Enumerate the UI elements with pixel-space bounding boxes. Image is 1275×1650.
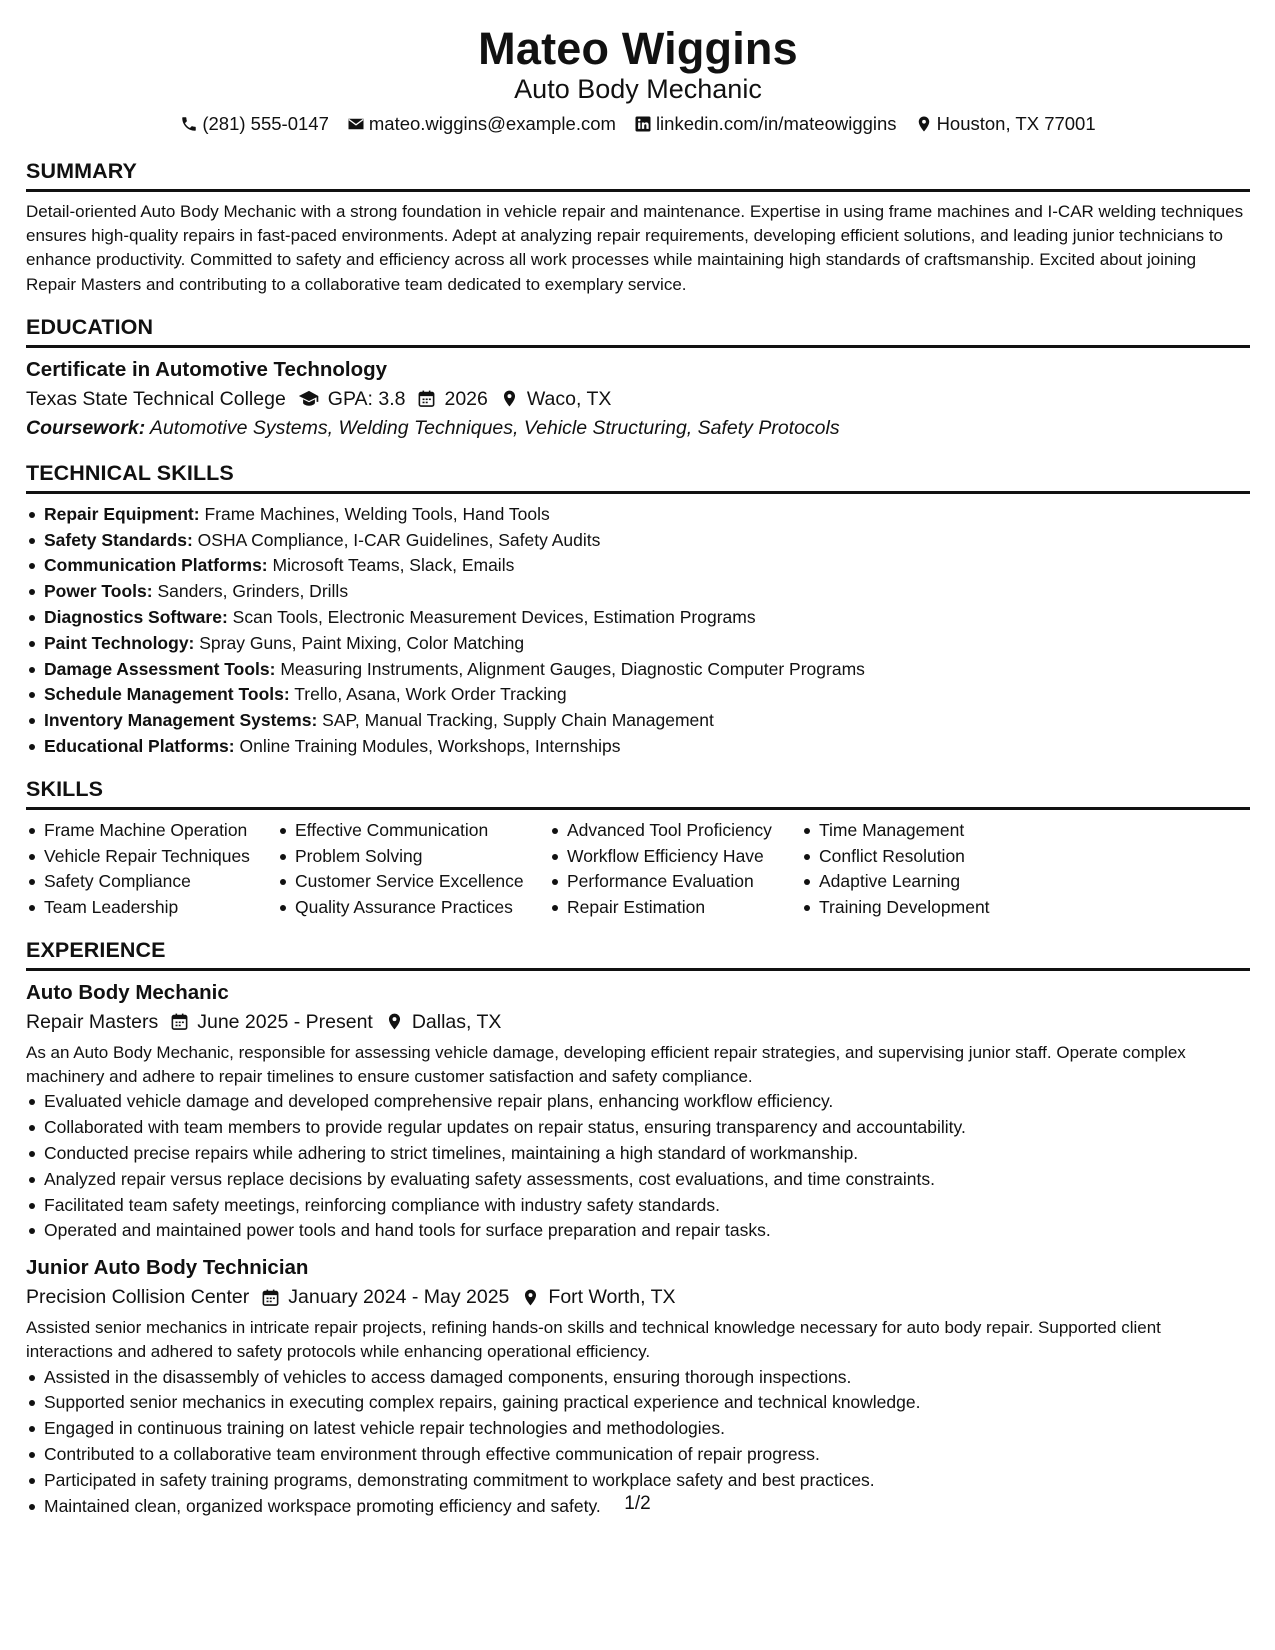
list-item: Customer Service Excellence <box>277 869 549 895</box>
list-item: Vehicle Repair Techniques <box>26 844 277 870</box>
skills-column <box>26 818 277 921</box>
resume-header <box>26 22 1250 136</box>
graduation-cap-icon <box>298 389 320 408</box>
skill-category: Diagnostics Software: <box>44 607 228 627</box>
list-item: Team Leadership <box>26 895 277 921</box>
skills-section <box>26 776 1250 921</box>
list-item: Collaborated with team members to provide regular updates on repair status, ensuring transparency and accountability. <box>26 1115 1250 1141</box>
list-item: Facilitated team safety meetings, reinforcing compliance with industry safety standards. <box>26 1193 1250 1219</box>
skills-column <box>549 818 801 921</box>
contact-phone <box>180 112 329 136</box>
skill-category: Safety Standards: <box>44 529 193 550</box>
list-item: Effective Communication <box>277 818 549 844</box>
list-item: Frame Machine Operation <box>26 818 277 844</box>
education-meta <box>26 384 1250 414</box>
experience-section <box>26 937 1250 1519</box>
list-item: Evaluated vehicle damage and developed comprehensive repair plans, enhancing workflow efficiency. <box>26 1089 1250 1115</box>
envelope-icon <box>347 115 365 133</box>
phone-text: (281) 555-0147 <box>202 113 329 134</box>
coursework-label: Coursework: <box>26 416 146 439</box>
contact-location <box>915 112 1096 136</box>
job-dates: January 2024 - May 2025 <box>288 1286 510 1309</box>
contact-email[interactable] <box>347 112 616 136</box>
skill-values: Scan Tools, Electronic Measurement Devices, Estimation Programs <box>232 607 756 627</box>
contact-linkedin[interactable] <box>634 112 897 136</box>
list-item: Safety Compliance <box>26 869 277 895</box>
skill-category: Communication Platforms: <box>44 555 268 576</box>
skills-column <box>277 818 549 921</box>
summary-text: Detail-oriented Auto Body Mechanic with a strong foundation in vehicle repair and maintenance. Expertise in using frame machines and I-CAR welding techniques ensures high-quality repairs in fast-paced environments. Adept at analyzing repair requirements, developing efficient solutions, and leading junior technicians to enhance productivity. Committed to safety and efficiency across all work processes while maintaining high standards of craftsmanship. Excited about joining Repair Masters and contributing to a collaborative team dedicated to exemplary service. <box>26 202 1244 294</box>
section-heading: TECHNICAL SKILLS <box>26 460 1250 494</box>
company-name: Repair Masters <box>26 1010 159 1033</box>
skill-category: Schedule Management Tools: <box>44 684 290 705</box>
list-item: Advanced Tool Proficiency <box>549 818 801 844</box>
skill-values: Spray Guns, Paint Mixing, Color Matching <box>199 632 525 653</box>
section-heading: EXPERIENCE <box>26 937 1250 971</box>
resume-page <box>26 22 1250 1519</box>
coursework-text: Automotive Systems, Welding Techniques, Vehicle Structuring, Safety Protocols <box>149 416 840 439</box>
list-item: Maintained clean, organized workspace promoting efficiency and safety. <box>26 1494 1250 1520</box>
section-heading: SUMMARY <box>26 158 1250 192</box>
skill-values: Trello, Asana, Work Order Tracking <box>294 684 567 705</box>
list-item: Time Management <box>801 818 1061 844</box>
job-summary: Assisted senior mechanics in intricate repair projects, refining hands-on skills and technical knowledge necessary for auto body repair. Supported client interactions and adhered to safety protocols while enhancing operational efficiency. <box>26 1318 1161 1362</box>
summary-section <box>26 158 1250 297</box>
list-item: Performance Evaluation <box>549 869 801 895</box>
technical-skills-list <box>26 502 1250 760</box>
skill-values: Sanders, Grinders, Drills <box>157 581 349 602</box>
job-title: Auto Body Mechanic <box>26 980 229 1004</box>
list-item <box>26 631 1250 657</box>
candidate-title: Auto Body Mechanic <box>514 74 762 104</box>
list-item: Conducted precise repairs while adhering to strict timelines, maintaining a high standard of workmanship. <box>26 1141 1250 1167</box>
skill-values: Online Training Modules, Workshops, Internships <box>239 735 621 756</box>
linkedin-text[interactable]: linkedin.com/in/mateowiggins <box>655 113 897 134</box>
coursework-line <box>26 414 1250 442</box>
list-item: Engaged in continuous training on latest vehicle repair technologies and methodologies. <box>26 1416 1250 1442</box>
list-item: Adaptive Learning <box>801 869 1061 895</box>
list-item <box>26 605 1250 631</box>
job-bullets <box>26 1089 1250 1244</box>
list-item <box>26 553 1250 579</box>
list-item: Training Development <box>801 895 1061 921</box>
job-entry <box>26 1254 1250 1519</box>
job-entry <box>26 979 1250 1244</box>
list-item: Repair Estimation <box>549 895 801 921</box>
list-item: Assisted in the disassembly of vehicles to access damaged components, ensuring thorough inspections. <box>26 1365 1250 1391</box>
map-pin-icon <box>500 389 519 408</box>
skill-values: SAP, Manual Tracking, Supply Chain Management <box>322 710 714 731</box>
education-location: Waco, TX <box>526 387 612 410</box>
section-heading: SKILLS <box>26 776 1250 810</box>
school-name: Texas State Technical College <box>26 387 286 410</box>
skill-values: Measuring Instruments, Alignment Gauges, Diagnostic Computer Programs <box>280 658 865 679</box>
page-number: 1/2 <box>624 1493 651 1514</box>
list-item: Participated in safety training programs, demonstrating commitment to workplace safety and best practices. <box>26 1468 1250 1494</box>
email-text[interactable]: mateo.wiggins@example.com <box>368 113 616 134</box>
skill-category: Power Tools: <box>44 581 153 602</box>
skills-grid <box>26 818 1250 921</box>
list-item: Contributed to a collaborative team environment through effective communication of repair progress. <box>26 1442 1250 1468</box>
map-pin-icon <box>385 1012 404 1031</box>
job-dates: June 2025 - Present <box>197 1010 373 1033</box>
map-pin-icon <box>915 115 933 133</box>
list-item <box>26 579 1250 605</box>
list-item <box>26 528 1250 554</box>
list-item <box>26 657 1250 683</box>
list-item <box>26 734 1250 760</box>
skill-category: Inventory Management Systems: <box>44 710 318 731</box>
list-item: Supported senior mechanics in executing complex repairs, gaining practical experience and technical knowledge. <box>26 1390 1250 1416</box>
job-meta <box>26 1007 1250 1037</box>
list-item <box>26 502 1250 528</box>
list-item: Conflict Resolution <box>801 844 1061 870</box>
calendar-icon <box>261 1288 280 1307</box>
job-summary: As an Auto Body Mechanic, responsible for assessing vehicle damage, developing efficient repair strategies, and supervising junior staff. Operate complex machinery and adhere to repair timelines to ensure customer satisfaction and safety compliance. <box>26 1042 1186 1087</box>
skill-values: Microsoft Teams, Slack, Emails <box>272 555 515 576</box>
list-item: Problem Solving <box>277 844 549 870</box>
job-location: Dallas, TX <box>411 1010 502 1033</box>
job-location: Fort Worth, TX <box>548 1286 676 1309</box>
section-heading: EDUCATION <box>26 314 1250 348</box>
job-meta <box>26 1282 1250 1312</box>
skill-category: Damage Assessment Tools: <box>44 658 276 679</box>
map-pin-icon <box>521 1288 540 1307</box>
skills-column <box>801 818 1061 921</box>
skill-category: Educational Platforms: <box>44 735 235 756</box>
list-item: Analyzed repair versus replace decisions by evaluating safety assessments, cost evaluations, and time constraints. <box>26 1167 1250 1193</box>
calendar-icon <box>417 389 436 408</box>
skill-values: Frame Machines, Welding Tools, Hand Tools <box>204 503 550 524</box>
contact-line <box>26 112 1250 136</box>
graduation-year: 2026 <box>444 387 488 410</box>
list-item: Quality Assurance Practices <box>277 895 549 921</box>
list-item: Operated and maintained power tools and hand tools for surface preparation and repair tasks. <box>26 1218 1250 1244</box>
skill-category: Repair Equipment: <box>44 503 200 524</box>
technical-skills-section <box>26 460 1250 760</box>
calendar-icon <box>170 1012 189 1031</box>
skill-category: Paint Technology: <box>44 632 195 653</box>
skill-values: OSHA Compliance, I-CAR Guidelines, Safety Audits <box>197 529 601 550</box>
list-item: Workflow Efficiency Have <box>549 844 801 870</box>
linkedin-icon <box>634 115 652 133</box>
job-title: Junior Auto Body Technician <box>26 1256 309 1280</box>
gpa-text: GPA: 3.8 <box>327 387 406 410</box>
candidate-name: Mateo Wiggins <box>478 23 798 74</box>
degree-title: Certificate in Automotive Technology <box>26 357 388 381</box>
phone-icon <box>180 115 198 133</box>
education-section <box>26 314 1250 442</box>
list-item <box>26 708 1250 734</box>
list-item <box>26 682 1250 708</box>
location-text: Houston, TX 77001 <box>936 113 1096 134</box>
company-name: Precision Collision Center <box>26 1286 250 1309</box>
